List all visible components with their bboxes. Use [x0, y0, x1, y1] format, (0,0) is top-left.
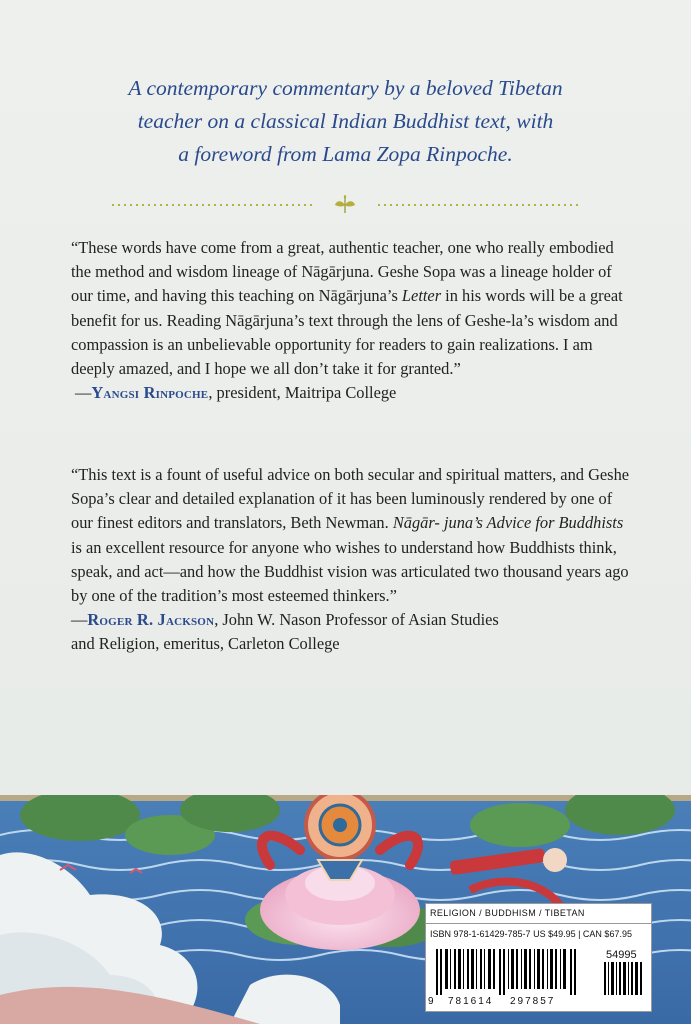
attribution-dash: — — [71, 610, 88, 630]
quote-italic-title: juna’s Advice for Buddhists — [443, 513, 624, 533]
tagline-line-2: teacher on a classical Indian Buddhist text, with — [137, 109, 554, 133]
endorser-name: Roger R. Jackson — [87, 610, 215, 630]
tagline-line-1: A contemporary commentary by a beloved Tibetan — [128, 76, 563, 100]
isbn-price-line: ISBN 978-1-61429-785-7 US $49.95 | CAN $67.95 — [430, 929, 632, 939]
divider-ornament — [110, 197, 581, 213]
endorsement-1-text — [71, 236, 636, 381]
isbn-barcode — [436, 949, 576, 995]
endorsement-2 — [71, 463, 636, 657]
label-divider — [426, 923, 651, 924]
barcode-digits-left: 781614 — [448, 996, 494, 1007]
price-addon-code: 54995 — [606, 949, 637, 961]
quote-italic-title: Nāgār- — [392, 513, 440, 533]
quote-text-part: in his words will be a great benefit for us. Reading Nāgārjuna’s text through the lens of Geshe-la’s wisdom and compassion is an unbelievable opportunity for readers to gain realizations. I am deeply amazed, and I hope we all don’t take it for granted.” — [71, 286, 623, 379]
barcode-label — [425, 903, 652, 1012]
quote-text-part: “This text is a fount of useful advice on both secular and spiritual matters, and Geshe Sopa’s clear and detailed explanation of it has been luminously rendered by one of our finest editors and translators, Beth Newman. — [71, 465, 630, 533]
barcode-digits-right: 297857 — [510, 996, 556, 1007]
endorsement-1-attribution — [71, 381, 636, 405]
tagline — [60, 72, 631, 171]
dotted-rule-right — [376, 204, 581, 206]
barcode-digit-first: 9 — [428, 996, 434, 1007]
endorsement-2-text — [71, 463, 636, 608]
quote-italic-title: Letter — [401, 286, 442, 306]
endorsement-2-attribution — [71, 608, 636, 656]
leaf-ornament-icon — [333, 195, 357, 215]
addon-barcode — [604, 962, 644, 995]
endorser-role: , John W. Nason Professor of Asian Studies — [214, 610, 499, 630]
endorser-name: Yangsi Rinpoche — [91, 383, 209, 403]
quote-text-part: “These words have come from a great, authentic teacher, one who really embodied the method and wisdom lineage of Nāgārjuna. Geshe Sopa was a lineage holder of our time, and having this teaching on Nāgārjuna’s — [71, 238, 614, 306]
dotted-rule-left — [110, 204, 315, 206]
endorser-role-continued: and Religion, emeritus, Carleton College — [71, 634, 340, 654]
quote-text-part: is an excellent resource for anyone who wishes to understand how Buddhists think, speak, and act—and how the Buddhist vision was articulated two thousand years ago by one of the tradition’s most esteemed thinkers.” — [71, 537, 629, 606]
tagline-line-3: a foreword from Lama Zopa Rinpoche. — [178, 142, 513, 166]
endorser-role: , president, Maitripa College — [208, 383, 397, 403]
endorsement-1 — [71, 236, 636, 405]
attribution-dash: — — [75, 383, 92, 403]
bisac-category: RELIGION / BUDDHISM / TIBETAN — [430, 908, 585, 918]
